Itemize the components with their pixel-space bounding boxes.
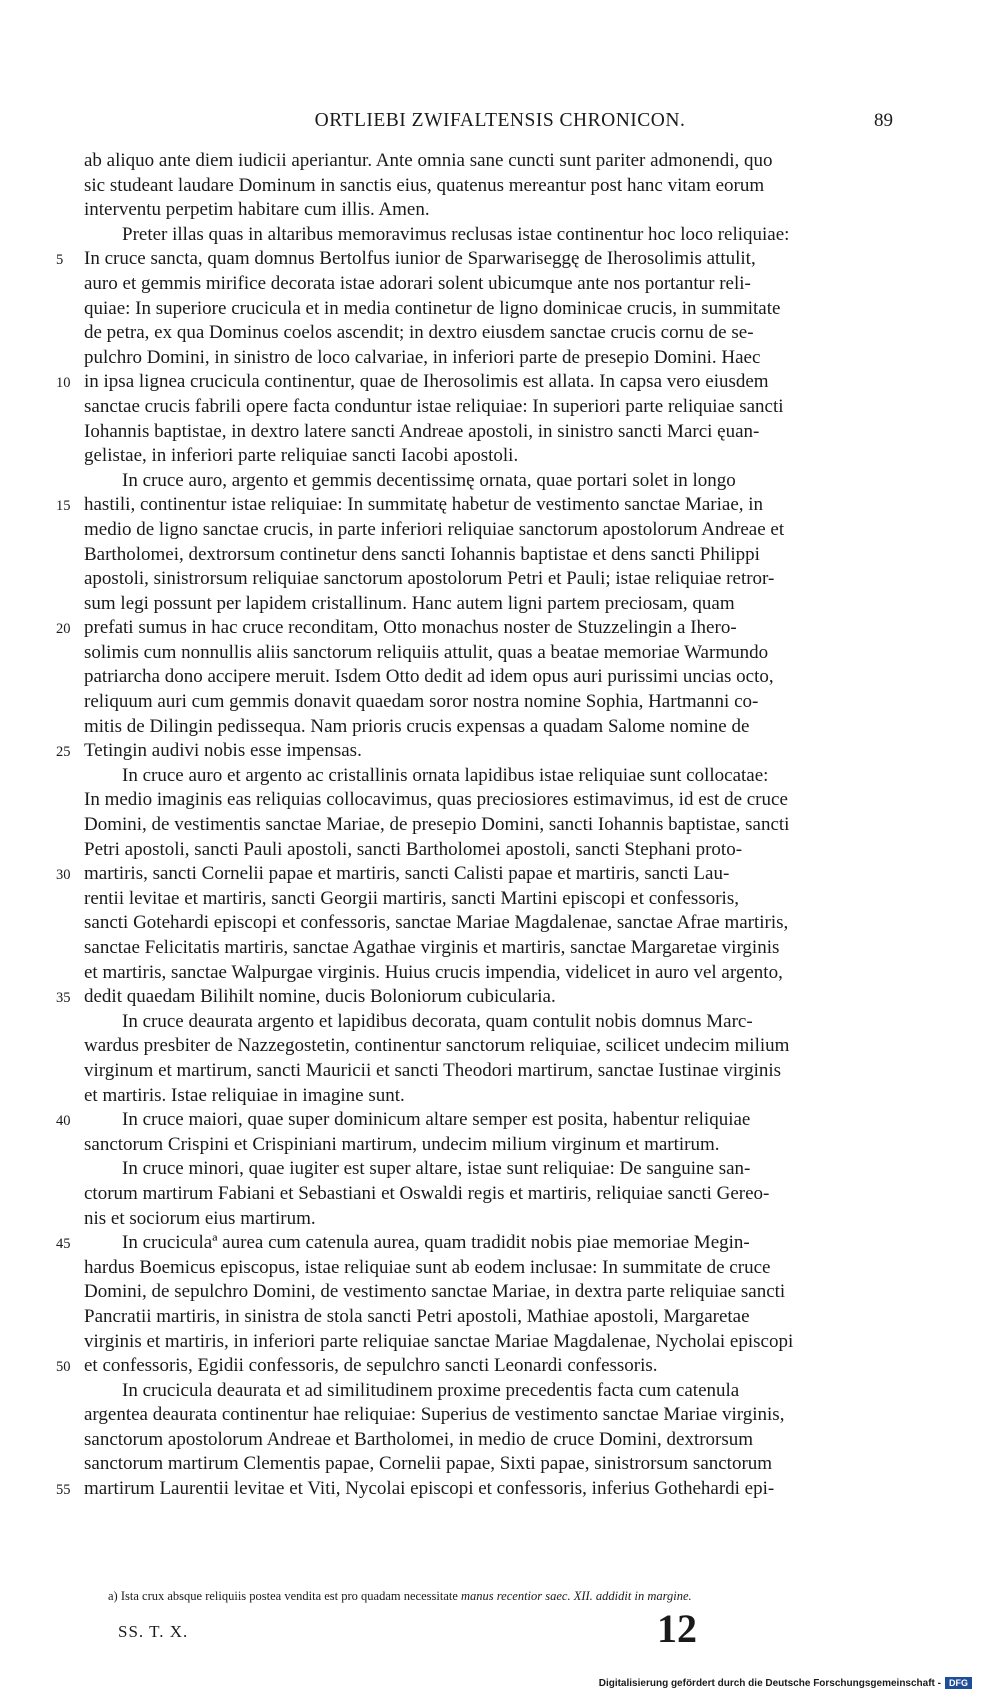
text-line — [84, 690, 894, 715]
dfg-logo: DFG — [945, 1677, 972, 1689]
signature-mark: SS. T. X. — [118, 1622, 189, 1641]
line-text: In cruce minori, quae iugiter est super altare, istae sunt reliquiae: De sanguine san- — [122, 1158, 751, 1180]
text-line — [84, 223, 894, 248]
line-number: 10 — [56, 375, 71, 392]
line-text: sanctorum Crispini et Crispiniani martirum, undecim milium virginum et martirum. — [84, 1133, 720, 1155]
text-line — [84, 1280, 894, 1305]
page-number: 89 — [874, 110, 893, 131]
text-line — [84, 469, 894, 494]
line-text: gelistae, in inferiori parte reliquiae sancti Iacobi apostoli. — [84, 445, 519, 467]
text-line — [84, 936, 894, 961]
text-line — [84, 174, 894, 199]
line-text: Tetingin audivi nobis esse impensas. — [84, 740, 362, 762]
text-line — [84, 1305, 894, 1330]
line-text: martiris, sancti Cornelii papae et martiris, sancti Calisti papae et martiris, sancti Lau- — [84, 863, 730, 885]
text-line — [84, 1084, 894, 1109]
line-text: de petra, ex qua Dominus coelos ascendit; in dextro eiusdem sanctae crucis cornu de se- — [84, 322, 754, 344]
line-text: sanctae crucis fabrili opere facta conduntur istae reliquiae: In superiori parte reliquiae sancti — [84, 395, 784, 417]
line-number: 30 — [56, 867, 71, 884]
text-line — [84, 813, 894, 838]
line-text: hardus Boemicus episcopus, istae reliquiae sunt ab eodem inclusae: In summitate de cruce — [84, 1256, 771, 1278]
text-line — [84, 715, 894, 740]
text-line — [84, 641, 894, 666]
text-line — [84, 592, 894, 617]
credit-text: Digitalisierung gefördert durch die Deutsche Forschungsgemeinschaft - — [598, 1677, 941, 1689]
line-text: In cruce sancta, quam domnus Bertolfus iunior de Sparwariseggę de Iherosolimis attulit, — [84, 248, 756, 270]
text-line — [84, 1428, 894, 1453]
line-text: reliquum auri cum gemmis donavit quaedam soror nostra nomine Sophia, Hartmanni co- — [84, 691, 759, 713]
text-line — [84, 1133, 894, 1158]
line-number: 35 — [56, 990, 71, 1007]
text-line — [56, 370, 894, 395]
line-text: hastili, continentur istae reliquiae: In summitatę habetur de vestimento sanctae Mariae, in — [84, 494, 764, 516]
text-line — [84, 1157, 894, 1182]
line-number: 25 — [56, 744, 71, 761]
line-text: et martiris. Istae reliquiae in imagine sunt. — [84, 1084, 405, 1106]
text-line — [56, 247, 894, 272]
text-line — [84, 764, 894, 789]
text-line — [84, 346, 894, 371]
text-line — [84, 297, 894, 322]
line-text: In cruce auro, argento et gemmis decentissimę ornata, quae portari solet in longo — [122, 469, 736, 491]
text-line — [84, 272, 894, 297]
line-text: In cruce auro et argento ac cristallinis ornata lapidibus istae reliquiae sunt collocatae: — [122, 764, 769, 786]
line-text: argentea deaurata continentur hae reliquiae: Superius de vestimento sanctae Mariae virginis, — [84, 1404, 785, 1426]
line-text: In cruciculaª aurea cum catenula aurea, quam tradidit nobis piae memoriae Megin- — [122, 1232, 750, 1254]
line-text: nis et sociorum eius martirum. — [84, 1207, 316, 1229]
text-line — [84, 1379, 894, 1404]
text-line — [56, 862, 894, 887]
line-text: ctorum martirum Fabiani et Sebastiani et Oswaldi regis et martiris, reliquiae sancti Gereo- — [84, 1182, 770, 1204]
line-text: solimis cum nonnullis aliis sanctorum reliquiis attulit, quas a beatae memoriae Warmundo — [84, 641, 769, 663]
line-text: in ipsa lignea crucicula continentur, quae de Iherosolimis est allata. In capsa vero eiusdem — [84, 371, 769, 393]
footnote-text: Ista crux absque reliquiis postea vendita est pro quadam necessitate — [120, 1589, 458, 1603]
body-text — [56, 149, 894, 1502]
text-line — [56, 1231, 894, 1256]
text-line — [84, 838, 894, 863]
footnote-italic: manus recentior saec. XII. addidit in margine. — [461, 1589, 692, 1603]
line-text: Domini, de vestimentis sanctae Mariae, de presepio Domini, sancti Iohannis baptistae, sancti — [84, 814, 790, 836]
line-text: Iohannis baptistae, in dextro latere sancti Andreae apostoli, in sinistro sancti Marci ęuan- — [84, 420, 760, 442]
text-line — [56, 616, 894, 641]
text-line — [84, 911, 894, 936]
line-text: prefati sumus in hac cruce reconditam, Otto monachus noster de Stuzzelingin a Ihero- — [84, 617, 737, 639]
text-line — [84, 1207, 894, 1232]
line-number: 50 — [56, 1359, 71, 1376]
line-text: In cruce maiori, quae super dominicum altare semper est posita, habentur reliquiae — [122, 1109, 751, 1131]
text-line — [84, 149, 894, 174]
line-text: ab aliquo ante diem iudicii aperiantur. Ante omnia sane cuncti sunt pariter admonendi, quo — [84, 150, 773, 171]
text-line — [84, 444, 894, 469]
line-text: In medio imaginis eas reliquias collocavimus, quas preciosiores estimavimus, id est de cruce — [84, 789, 788, 811]
line-number: 55 — [56, 1482, 71, 1499]
line-text: Pancratii martiris, in sinistra de stola sancti Petri apostoli, Mathiae apostoli, Margaretae — [84, 1305, 750, 1327]
text-line — [84, 887, 894, 912]
text-line — [56, 985, 894, 1010]
header-title: ORTLIEBI ZWIFALTENSIS CHRONICON. — [314, 110, 686, 131]
line-text: mitis de Dilingin pedissequa. Nam prioris crucis expensas a quadam Salome nomine de — [84, 715, 750, 737]
line-number: 20 — [56, 621, 71, 638]
line-text: sic studeant laudare Dominum in sanctis eius, quatenus mereantur post hanc vitam eorum — [84, 174, 765, 196]
text-line — [84, 1330, 894, 1355]
line-text: wardus presbiter de Nazzegostetin, continentur sanctorum reliquiae, scilicet undecim milium — [84, 1035, 790, 1057]
line-text: auro et gemmis mirifice decorata istae adorari solent ubicumque ante nos portantur reli- — [84, 272, 751, 294]
text-line — [84, 1256, 894, 1281]
line-number: 40 — [56, 1113, 71, 1130]
line-text: virginum et martirum, sancti Mauricii et sancti Theodori martirum, sanctae Iustinae virginis — [84, 1059, 782, 1081]
text-line — [84, 788, 894, 813]
line-text: sancti Gotehardi episcopi et confessoris, sanctae Mariae Magdalenae, sanctae Afrae martiris, — [84, 912, 789, 934]
text-line — [56, 1108, 894, 1133]
line-text: Bartholomei, dextrorsum continetur dens sancti Iohannis baptistae et dens sancti Philippi — [84, 543, 760, 565]
running-header — [0, 108, 1000, 138]
text-line — [84, 665, 894, 690]
line-text: apostoli, sinistrorsum reliquiae sanctorum apostolorum Petri et Pauli; istae reliquiae retror- — [84, 568, 775, 590]
line-text: interventu perpetim habitare cum illis. Amen. — [84, 199, 430, 221]
text-line — [84, 961, 894, 986]
line-text: sanctorum apostolorum Andreae et Bartholomei, in medio de cruce Domini, dextrorsum — [84, 1428, 754, 1450]
text-line — [84, 420, 894, 445]
line-number: 15 — [56, 498, 71, 515]
line-text: patriarcha dono accipere meruit. Isdem Otto dedit ad idem opus auri purissimi uncias octo, — [84, 666, 774, 688]
line-text: quiae: In superiore crucicula et in media continetur de ligno dominicae crucis, in summitate — [84, 297, 781, 319]
line-number: 5 — [56, 252, 64, 269]
line-text: et martiris, sanctae Walpurgae virginis. Huius crucis impendia, videlicet in auro vel argento, — [84, 961, 783, 983]
line-text: martirum Laurentii levitae et Viti, Nycolai episcopi et confessoris, inferius Gothehardi epi- — [84, 1478, 775, 1500]
line-text: Domini, de sepulchro Domini, de vestimento sanctae Mariae, in dextra parte reliquiae sancti — [84, 1281, 786, 1303]
line-text: dedit quaedam Bilihilt nomine, ducis Boloniorum cubicularia. — [84, 986, 556, 1008]
line-text: sanctae Felicitatis martiris, sanctae Agathae virginis et martiris, sanctae Margaretae virginis — [84, 937, 780, 958]
line-text: sanctorum martirum Clementis papae, Cornelii papae, Sixti papae, sinistrorsum sanctorum — [84, 1453, 773, 1475]
line-text: et confessoris, Egidii confessoris, de sepulchro sancti Leonardi confessoris. — [84, 1355, 658, 1377]
line-text: In crucicula deaurata et ad similitudinem proxime precedentis facta cum catenula — [122, 1379, 740, 1401]
text-line — [84, 1010, 894, 1035]
footnote-marker: a) — [108, 1589, 118, 1603]
line-text: In cruce deaurata argento et lapidibus decorata, quam contulit nobis domnus Marc- — [122, 1010, 753, 1032]
text-line — [56, 1477, 894, 1502]
line-text: Preter illas quas in altaribus memoravimus reclusas istae continentur hoc loco reliquiae: — [122, 223, 790, 245]
text-line — [84, 1182, 894, 1207]
gathering-number: 12 — [657, 1606, 697, 1651]
text-line — [84, 567, 894, 592]
text-line — [56, 493, 894, 518]
line-number: 45 — [56, 1236, 71, 1253]
text-line — [84, 395, 894, 420]
text-line — [84, 518, 894, 543]
line-text: pulchro Domini, in sinistro de loco calvariae, in inferiori parte de presepio Domini. Haec — [84, 346, 761, 368]
text-line — [84, 543, 894, 568]
text-line — [84, 1034, 894, 1059]
text-line — [84, 321, 894, 346]
footnote — [108, 1589, 918, 1604]
line-text: sum legi possunt per lapidem cristallinum. Hanc autem ligni partem preciosam, quam — [84, 592, 735, 614]
text-line — [84, 1452, 894, 1477]
text-line — [84, 198, 894, 223]
line-text: medio de ligno sanctae crucis, in parte inferiori reliquiae sanctorum apostolorum Andreae et — [84, 518, 785, 540]
line-text: virginis et martiris, in inferiori parte reliquiae sanctae Mariae Magdalenae, Nycholai episcopi — [84, 1330, 794, 1352]
text-line — [84, 1059, 894, 1084]
text-line — [84, 1403, 894, 1428]
line-text: Petri apostoli, sancti Pauli apostoli, sancti Bartholomei apostoli, sancti Stephani proto- — [84, 838, 743, 860]
text-line — [56, 1354, 894, 1379]
text-line — [56, 739, 894, 764]
digitization-credit — [599, 1677, 972, 1689]
line-text: rentii levitae et martiris, sancti Georgii martiris, sancti Martini episcopi et confessoris, — [84, 887, 739, 909]
